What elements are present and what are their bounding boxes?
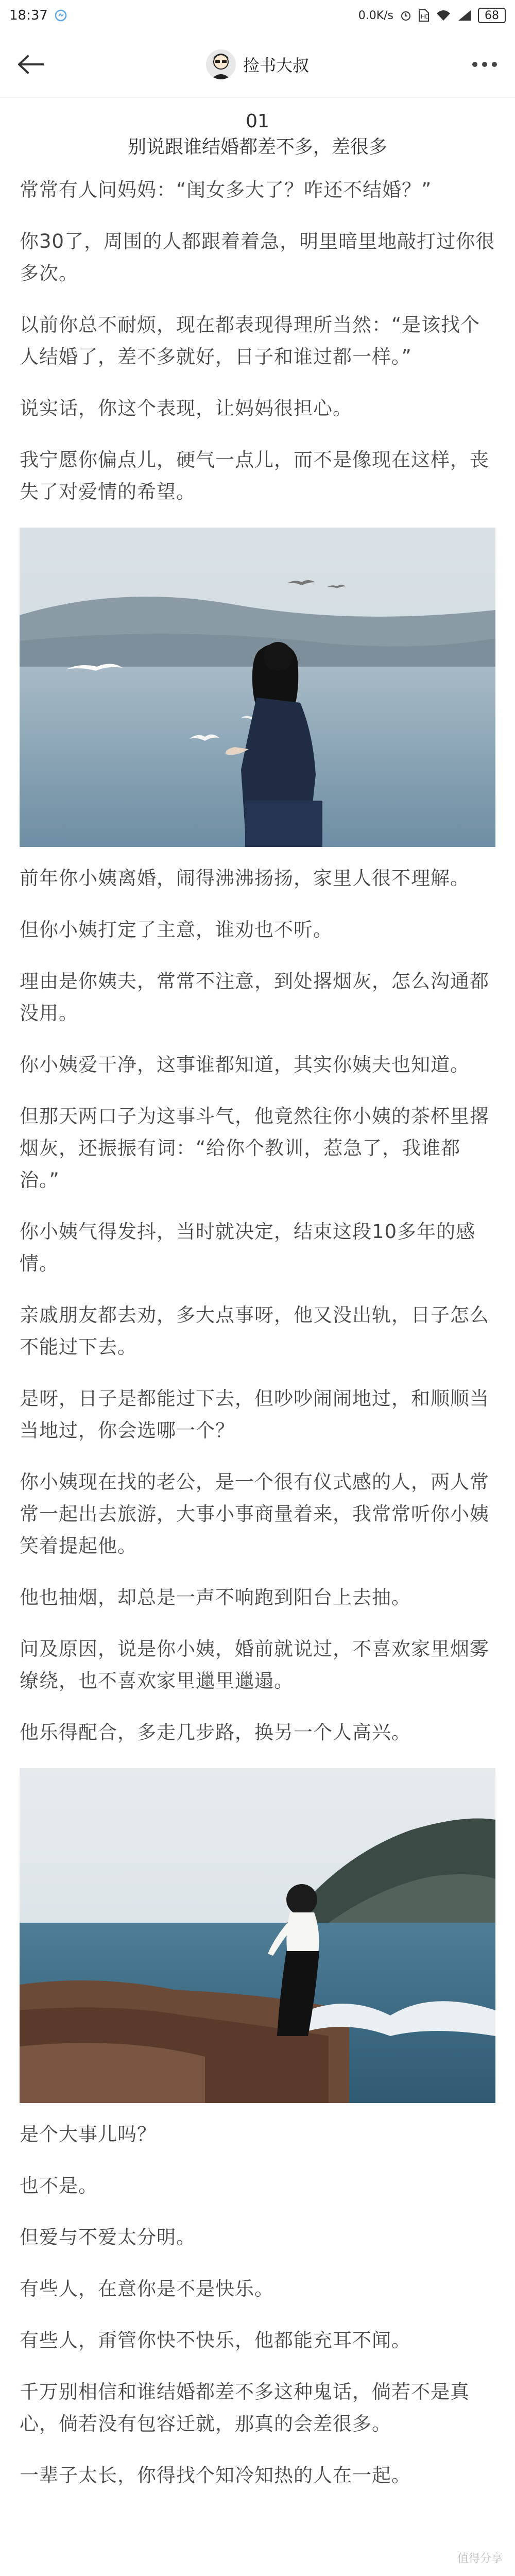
watermark: 值得分享	[457, 2552, 503, 2565]
section-title: 别说跟谁结婚都差不多，差很多	[127, 137, 387, 158]
paragraph: 他乐得配合，多走几步路，换另一个人高兴。	[20, 1721, 411, 1743]
avatar-face-icon	[206, 49, 236, 79]
paragraph: 但爱与不爱太分明。	[20, 2226, 196, 2248]
paragraph: 你30了，周围的人都跟着着急，明里暗里地敲打过你很多次。	[20, 230, 495, 284]
status-right	[358, 8, 506, 23]
wifi-icon	[436, 9, 451, 22]
paragraph: 他也抽烟，却总是一声不响跑到阳台上去抽。	[20, 1586, 411, 1608]
paragraph: 我宁愿你偏点儿，硬气一点儿，而不是像现在这样，丧失了对爱情的希望。	[20, 449, 489, 503]
photo-woman-seagulls[interactable]	[20, 528, 495, 847]
notification-icon	[54, 9, 67, 22]
avatar[interactable]	[206, 49, 236, 79]
back-arrow-icon	[16, 54, 44, 75]
paragraph: 以前你总不耐烦，现在都表现得理所当然：“是该找个人结婚了，差不多就好，日子和谁过都一样。”	[20, 314, 480, 368]
paragraph: 有些人，在意你是不是快乐。	[20, 2278, 274, 2300]
paragraph: 前年你小姨离婚，闹得沸沸扬扬，家里人很不理解。	[20, 867, 470, 889]
svg-text:HD: HD	[421, 13, 430, 20]
section-number: 01	[246, 111, 269, 132]
account-header[interactable]	[206, 49, 309, 79]
article-body	[0, 109, 515, 2492]
status-bar	[0, 0, 515, 31]
status-time: 18:37	[9, 8, 48, 23]
paragraph: 但你小姨打定了主意，谁劝也不听。	[20, 919, 333, 941]
signal-icon	[457, 9, 472, 22]
paragraph: 理由是你姨夫，常常不注意，到处撂烟灰，怎么沟通都没用。	[20, 970, 489, 1024]
paragraph: 你小姨爱干净，这事谁都知道，其实你姨夫也知道。	[20, 1054, 470, 1076]
paragraph: 有些人，甭管你快不快乐，他都能充耳不闻。	[20, 2329, 411, 2351]
paragraph: 一辈子太长，你得找个知冷知热的人在一起。	[20, 2464, 411, 2486]
nav-bar	[0, 31, 515, 98]
paragraph: 常常有人问妈妈：“闺女多大了？咋还不结婚？”	[20, 179, 432, 201]
paragraph: 你小姨气得发抖，当时就决定，结束这段10多年的感情。	[20, 1221, 476, 1275]
paragraph: 你小姨现在找的老公，是一个很有仪式感的人，两人常常一起出去旅游，大事小事商量着来，我常常听你小姨笑着提起他。	[20, 1471, 489, 1557]
battery-indicator: 68	[478, 8, 506, 23]
paragraph: 也不是。	[20, 2175, 98, 2197]
more-button[interactable]	[467, 46, 503, 82]
sim-card-icon	[418, 9, 430, 22]
paragraph: 千万别相信和谁结婚都差不多这种鬼话，倘若不是真心，倘若没有包容迁就，那真的会差很多。	[20, 2381, 470, 2435]
account-name: 捡书大叔	[243, 55, 309, 75]
paragraph: 但那天两口子为这事斗气，他竟然往你小姨的茶杯里撂烟灰，还振振有词：“给你个教训，惹急了，我谁都治。”	[20, 1105, 489, 1191]
more-dots-icon	[472, 61, 497, 67]
paragraph: 说实话，你这个表现，让妈妈很担心。	[20, 397, 352, 419]
network-speed: 0.0K/s	[358, 9, 393, 22]
paragraph: 是呀，日子是都能过下去，但吵吵闹闹地过，和顺顺当当地过，你会选哪一个？	[20, 1387, 489, 1442]
paragraph: 问及原因，说是你小姨，婚前就说过，不喜欢家里烟雾缭绕，也不喜欢家里邋里邋遢。	[20, 1638, 489, 1692]
paragraph: 亲戚朋友都去劝，多大点事呀，他又没出轨，日子怎么不能过下去。	[20, 1304, 489, 1358]
back-button[interactable]	[12, 46, 48, 82]
paragraph: 是个大事儿吗？	[20, 2123, 157, 2145]
photo-woman-seaside-rocks[interactable]	[20, 1768, 495, 2103]
alarm-icon	[400, 9, 412, 22]
status-left	[9, 8, 67, 23]
